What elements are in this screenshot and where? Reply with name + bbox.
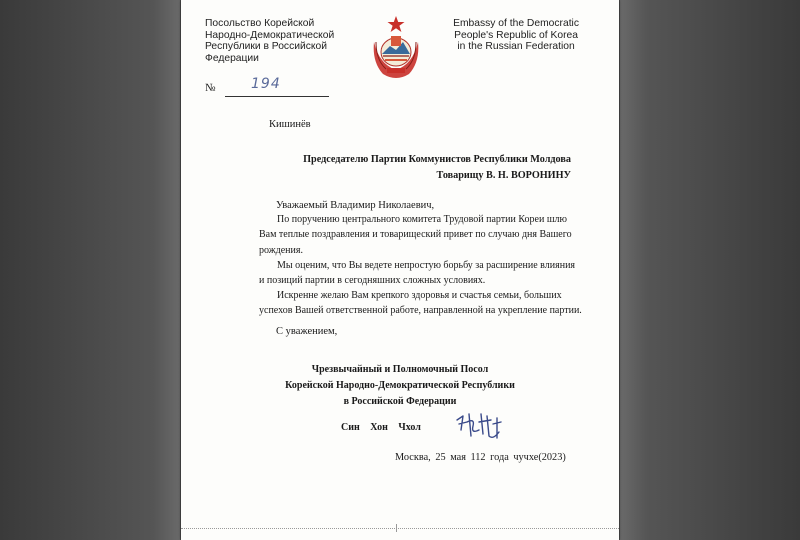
signatory-name: Син Хон Чхол — [341, 422, 421, 433]
paragraph-line: Мы оценим, что Вы ведете непростую борьбу за расширение влияния — [277, 260, 576, 271]
header-ru-line: Республики в Российской — [205, 41, 327, 53]
letter-page — [181, 0, 619, 540]
header-en-line: People's Republic of Korea — [454, 29, 578, 41]
destination-city: Кишинёв — [269, 119, 311, 130]
dprk-state-emblem-icon — [363, 14, 429, 82]
paragraph-line: успехов Вашей ответственной работе, направленной на укрепление партии. — [259, 305, 582, 317]
page-bottom-rule — [181, 528, 619, 529]
header-en-line: in the Russian Federation — [457, 41, 575, 53]
signatory-title-line: Чрезвычайный и Полномочный Посол — [311, 364, 489, 375]
signatory-title-line: в Российской Федерации — [343, 396, 457, 407]
page-fold-mark — [396, 524, 397, 532]
closing-phrase: С уважением, — [276, 326, 338, 337]
paragraph-1 — [259, 212, 571, 258]
header-ru-line: Федерации — [205, 52, 259, 64]
paragraph-3 — [259, 288, 582, 319]
header-russian — [205, 18, 334, 64]
document-number-handwritten: 194 — [251, 76, 281, 92]
document-number-label: № — [205, 82, 216, 94]
document-number-underline — [225, 96, 329, 97]
header-ru-line: Посольство Корейской — [205, 18, 315, 29]
paragraph-line: Вам теплые поздравления и товарищеский привет по случаю дня Вашего — [259, 229, 572, 241]
header-en-line: Embassy of the Democratic — [453, 18, 579, 29]
paragraph-line: и позиций партии в сегодняшних сложных условиях. — [259, 275, 486, 287]
scan-backdrop-right — [620, 0, 800, 540]
paragraph-line: Искренне желаю Вам крепкого здоровья и счастья семьи, больших — [277, 290, 562, 301]
paragraph-2 — [259, 258, 576, 289]
handwritten-signature-icon — [453, 410, 505, 446]
header-ru-line: Народно-Демократической — [205, 29, 335, 41]
signatory-title-line: Корейской Народно-Демократической Республики — [285, 380, 515, 391]
scan-backdrop-left — [0, 0, 180, 540]
paragraph-line: рождения. — [259, 244, 303, 256]
header-english — [453, 18, 579, 53]
addressee-line-1: Председателю Партии Коммунистов Республики Молдова — [303, 154, 571, 165]
addressee-line-2: Товарищу В. Н. ВОРОНИНУ — [436, 170, 571, 181]
place-and-date: Москва, 25 мая 112 года чучхе(2023) — [395, 452, 566, 463]
paragraph-line: По поручению центрального комитета Трудовой партии Кореи шлю — [277, 214, 567, 225]
salutation: Уважаемый Владимир Николаевич, — [276, 200, 435, 211]
